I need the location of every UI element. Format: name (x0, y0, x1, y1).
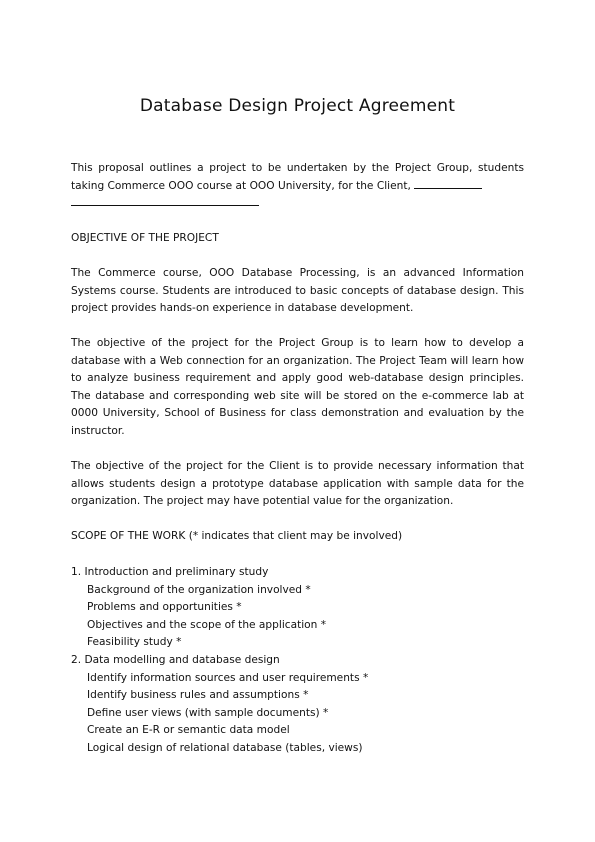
scope-item: Objectives and the scope of the application * (87, 618, 327, 631)
objective-paragraph-3-block (71, 458, 524, 511)
scope-item: Logical design of relational database (tables, views) (87, 741, 363, 754)
scope-item-section: 1. Introduction and preliminary study (71, 566, 269, 578)
scope-list (71, 564, 524, 758)
objective-heading-block (71, 230, 524, 248)
scope-list-block (71, 564, 524, 758)
scope-item-section: 2. Data modelling and database design (71, 653, 280, 666)
scope-item: Identify business rules and assumptions * (87, 689, 309, 702)
scope-heading: SCOPE OF THE WORK (* indicates that client may be involved) (71, 530, 403, 542)
scope-item: Feasibility study * (87, 636, 182, 649)
objective-paragraph-3: The objective of the project for the Client is to provide necessary information that allows students design a prototype database application with sample data for the organization. The project may have potential value for the organization. (71, 460, 524, 508)
objective-paragraph-1-block (71, 265, 524, 318)
objective-paragraph-2-block (71, 335, 524, 441)
document-title: Database Design Project Agreement (139, 96, 456, 116)
scope-item: Create an E-R or semantic data model (87, 724, 290, 737)
intro-section (71, 160, 524, 213)
objective-paragraph-1: The Commerce course, OOO Database Processing, is an advanced Information Systems course. Students are introduced to basic concepts of database design. This project provides hands-on experience in database development. (71, 267, 524, 315)
client-name-blank-2 (71, 195, 259, 206)
scope-item: Define user views (with sample documents) * (87, 706, 329, 719)
objective-paragraph-2: The objective of the project for the Project Group is to learn how to develop a database with a Web connection for an organization. The Project Team will learn how to analyze business requirement and apply good web-database design principles. The database and corresponding web site will be stored on the e-commerce lab at 0000 University, School of Business for class demonstration and evaluation by the instructor. (71, 337, 524, 437)
objective-heading: OBJECTIVE OF THE PROJECT (71, 232, 219, 244)
client-name-blank-1 (414, 178, 482, 189)
scope-item: Problems and opportunities * (87, 601, 242, 614)
intro-paragraph (71, 160, 524, 213)
scope-item: Background of the organization involved * (87, 583, 311, 596)
scope-heading-block (71, 528, 524, 546)
intro-text: This proposal outlines a project to be undertaken by the Project Group, students taking Commerce OOO course at OOO University, for the Client, (71, 162, 524, 192)
scope-item: Identify information sources and user requirements * (87, 671, 369, 684)
